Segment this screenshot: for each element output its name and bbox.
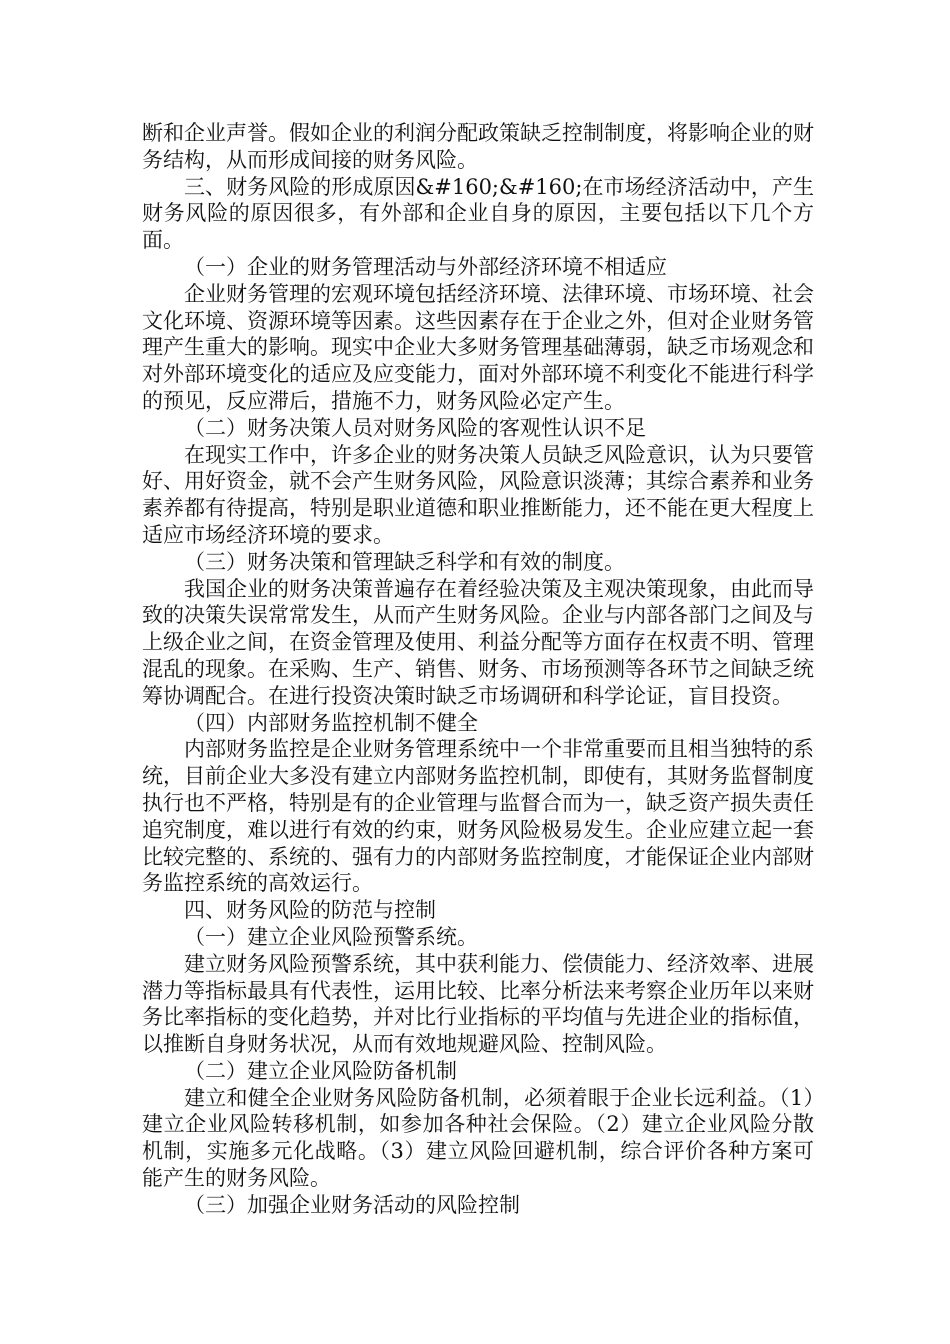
paragraph: 建立财务风险预警系统，其中获利能力、偿债能力、经济效率、进展潜力等指标最具有代表性，运用比较、比率分析法来考察企业历年以来财务比率指标的变化趋势，并对比行业指标的平均值与先进企业的指标值，以推断自身财务状况，从而有效地规避风险、控制风险。 xyxy=(142,951,814,1057)
section-heading: （一）企业的财务管理活动与外部经济环境不相适应 xyxy=(184,254,667,279)
paragraph: 建立和健全企业财务风险防备机制，必须着眼于企业长远利益。（1）建立企业风险转移机制，如参加各种社会保险。（2）建立企业风险分散机制，实施多元化战略。（3）建立风险回避机制，综合评价各种方案可能产生的财务风险。 xyxy=(142,1085,814,1191)
section-heading: （四）内部财务监控机制不健全 xyxy=(184,710,478,735)
section-heading: （一）建立企业风险预警系统。 xyxy=(184,924,478,949)
section-heading: （二）建立企业风险防备机制 xyxy=(184,1058,457,1083)
section-heading: （三）财务决策和管理缺乏科学和有效的制度。 xyxy=(184,549,625,574)
paragraph: 企业财务管理的宏观环境包括经济环境、法律环境、市场环境、社会文化环境、资源环境等因素。这些因素存在于企业之外，但对企业财务管理产生重大的影响。现实中企业大多财务管理基础薄弱，缺乏市场观念和对外部环境变化的适应及应变能力，面对外部环境不利变化不能进行科学的预见，反应滞后，措施不力，财务风险必定产生。 xyxy=(142,281,814,413)
paragraph: 断和企业声誉。假如企业的利润分配政策缺乏控制制度，将影响企业的财务结构，从而形成间接的财务风险。 xyxy=(142,121,814,172)
paragraph: 三、财务风险的形成原因&#160;&#160;在市场经济活动中，产生财务风险的原因很多，有外部和企业自身的原因，主要包括以下几个方面。 xyxy=(142,174,814,253)
paragraph: 在现实工作中，许多企业的财务决策人员缺乏风险意识，认为只要管好、用好资金，就不会产生财务风险，风险意识淡薄；其综合素养和业务素养都有待提高，特别是职业道德和职业推断能力，还不能在更大程度上适应市场经济环境的要求。 xyxy=(142,442,814,547)
section-heading: （三）加强企业财务活动的风险控制 xyxy=(184,1192,520,1217)
paragraph: 我国企业的财务决策普遍存在着经验决策及主观决策现象，由此而导致的决策失误常常发生，从而产生财务风险。企业与内部各部门之间及与上级企业之间，在资金管理及使用、利益分配等方面存在权责不明、管理混乱的现象。在采购、生产、销售、财务、市场预测等各环节之间缺乏统筹协调配合。在进行投资决策时缺乏市场调研和科学论证，盲目投资。 xyxy=(142,576,814,708)
section-heading: （二）财务决策人员对财务风险的客观性认识不足 xyxy=(184,415,646,440)
paragraph: 内部财务监控是企业财务管理系统中一个非常重要而且相当独特的系统，目前企业大多没有建立内部财务监控机制，即使有，其财务监督制度执行也不严格，特别是有的企业管理与监督合而为一，缺乏资产损失责任追究制度，难以进行有效的约束，财务风险极易发生。企业应建立起一套比较完整的、系统的、强有力的内部财务监控制度，才能保证企业内部财务监控系统的高效运行。 xyxy=(142,737,814,896)
chapter-heading: 四、财务风险的防范与控制 xyxy=(184,898,436,923)
document-body xyxy=(142,120,814,1219)
